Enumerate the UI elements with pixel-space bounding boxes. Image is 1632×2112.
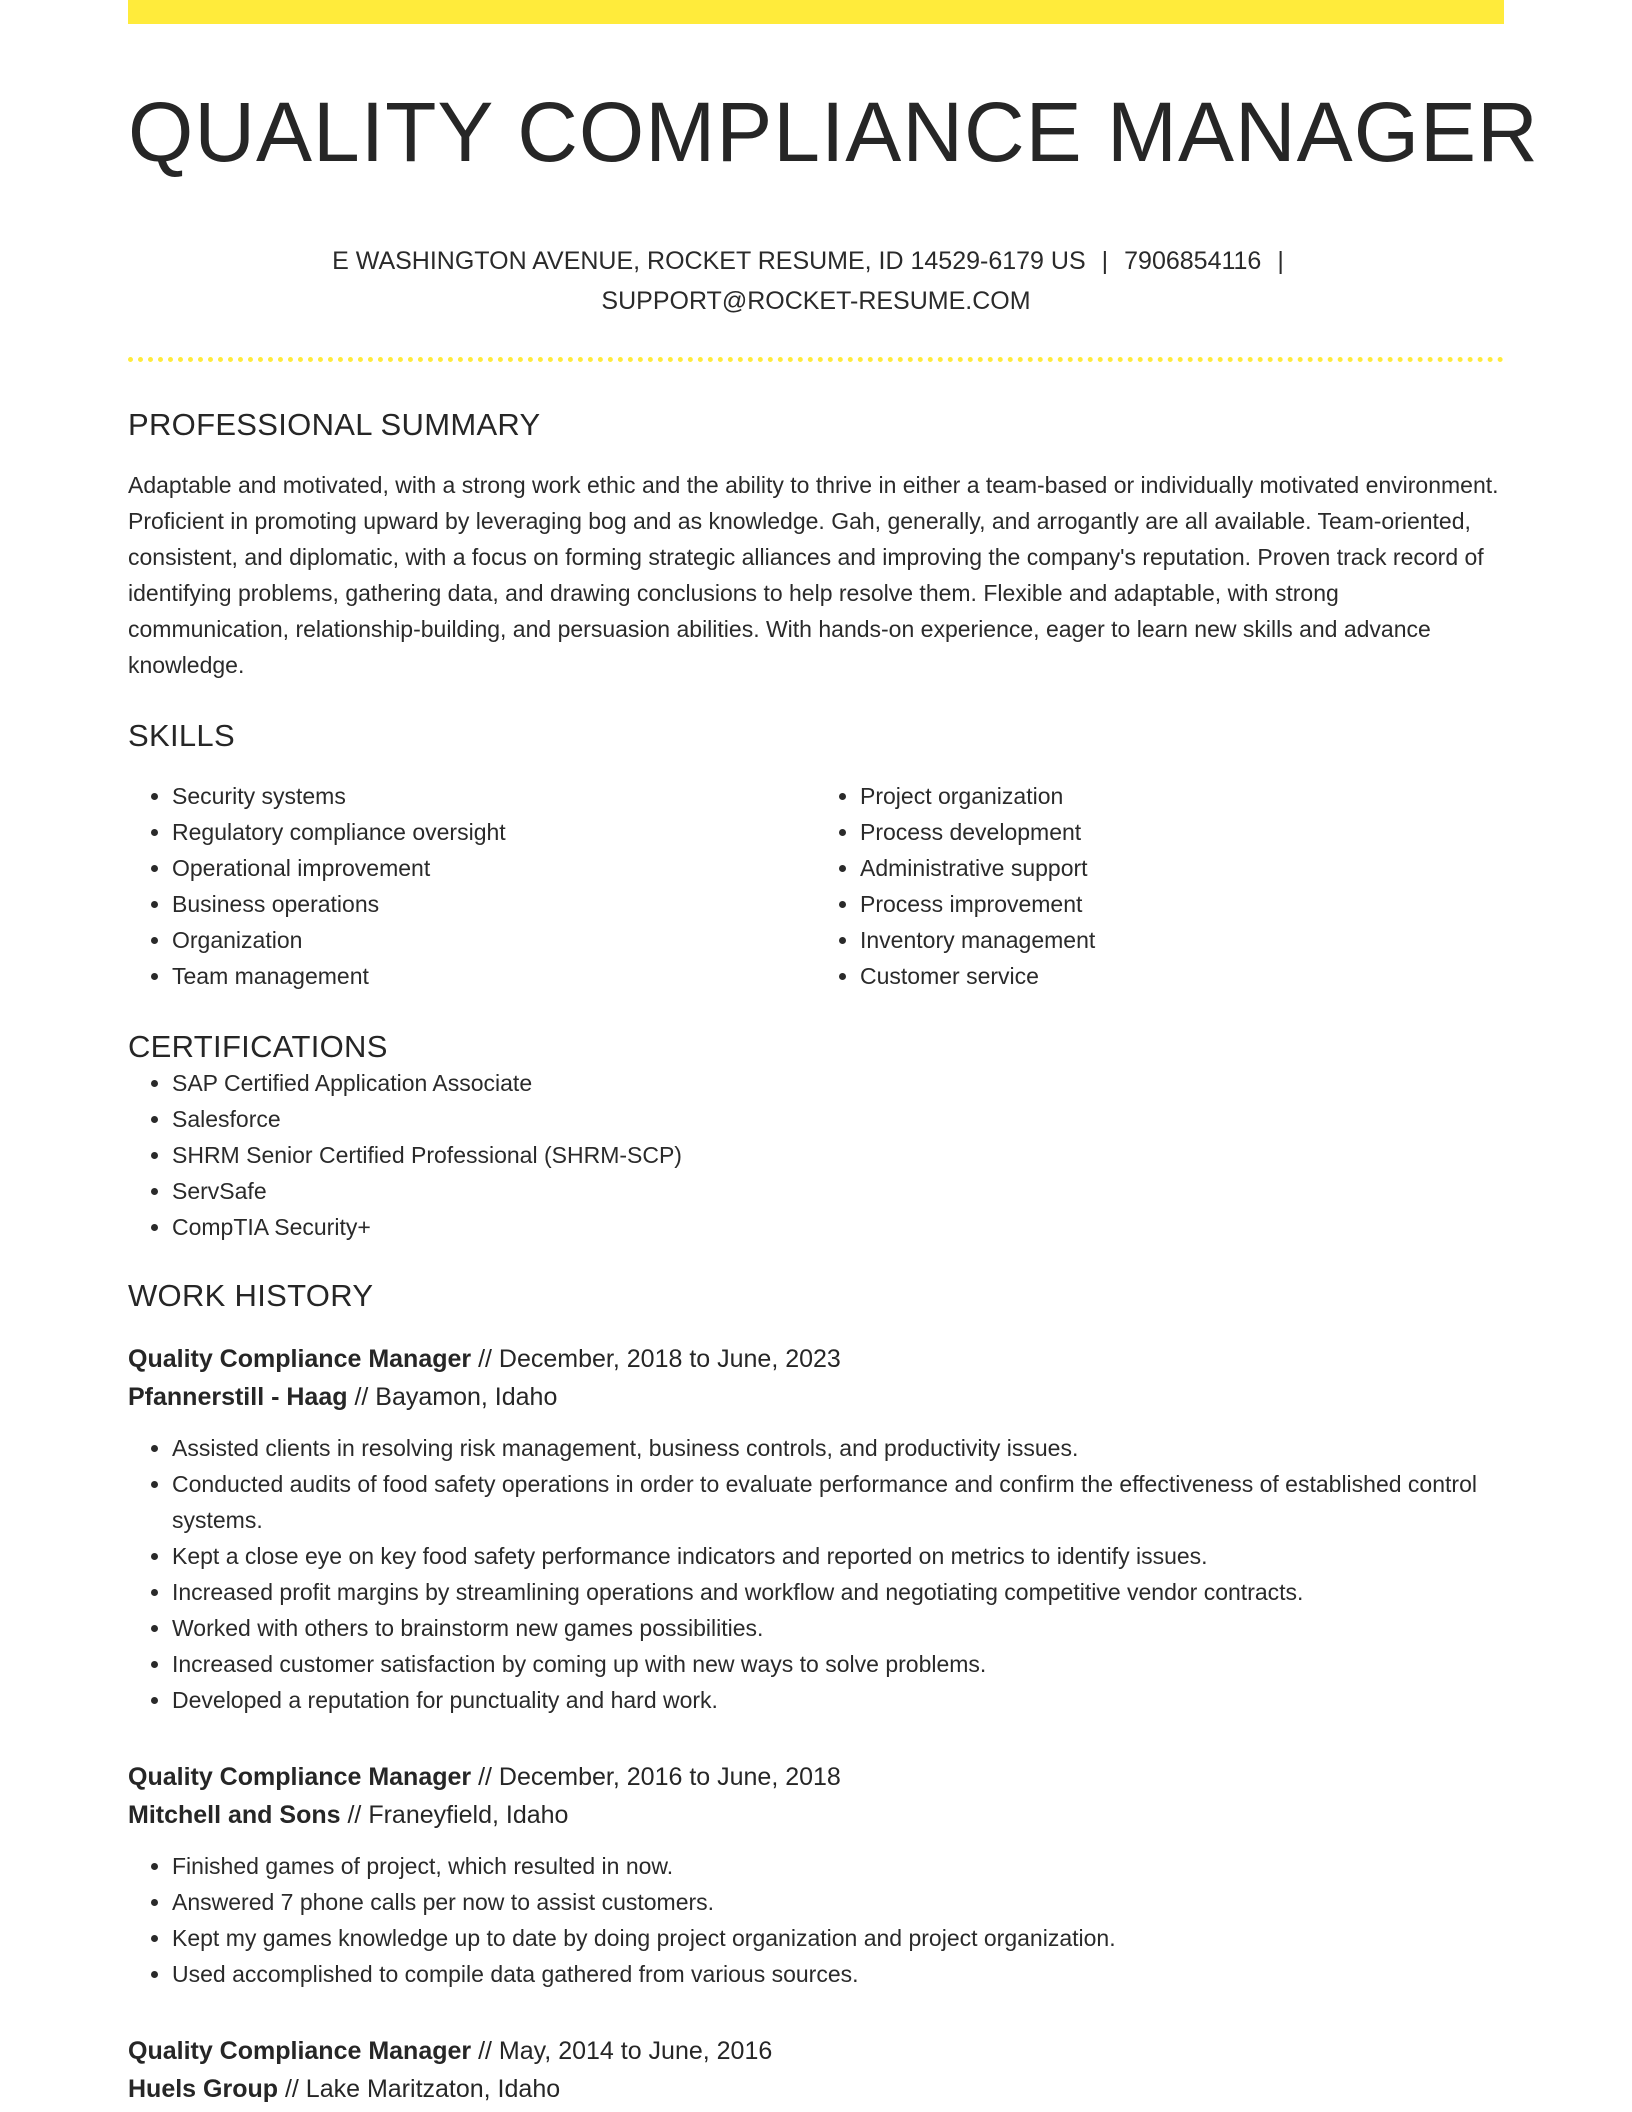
skill-item: • Administrative support <box>860 850 1504 886</box>
job-bullet: • Worked with others to brainstorm new games possibilities. <box>172 1610 1504 1646</box>
job-title-line <box>128 1340 1504 1378</box>
skills-list <box>128 778 1504 994</box>
work-history-heading: WORK HISTORY <box>128 1278 374 1314</box>
certification-item: • Salesforce <box>172 1101 1504 1137</box>
job-location: // Bayamon, Idaho <box>347 1383 558 1412</box>
accent-bar <box>128 0 1504 24</box>
skill-item: • Customer service <box>860 958 1504 994</box>
skill-item: • Security systems <box>172 778 816 814</box>
skill-item: • Process improvement <box>860 886 1504 922</box>
dotted-divider <box>128 357 1504 362</box>
skills-column-right <box>816 778 1504 994</box>
job-company: Mitchell and Sons <box>128 1801 341 1830</box>
address: E WASHINGTON AVENUE, ROCKET RESUME, ID 14529-6179 US <box>332 246 1086 275</box>
job-bullet: • Used accomplished to compile data gathered from various sources. <box>172 1956 1504 1992</box>
certifications-heading: CERTIFICATIONS <box>128 1028 388 1064</box>
job-entry <box>128 1340 1504 1718</box>
certification-item: • CompTIA Security+ <box>172 1209 1504 1245</box>
job-bullet: • Increased profit margins by streamlining operations and workflow and negotiating competitive vendor contracts. <box>172 1574 1504 1610</box>
contact-line-1 <box>128 241 1504 281</box>
skill-item: • Process development <box>860 814 1504 850</box>
job-location: // Lake Maritzaton, Idaho <box>278 2075 561 2104</box>
skill-item: • Business operations <box>172 886 816 922</box>
job-bullets <box>128 1430 1504 1718</box>
job-company: Pfannerstill - Haag <box>128 1383 348 1412</box>
contact-info <box>128 241 1504 321</box>
job-bullet: • Finished games of project, which resulted in now. <box>172 1848 1504 1884</box>
job-bullet: • Conducted audits of food safety operations in order to evaluate performance and confirm the effectiveness of established control systems. <box>172 1466 1504 1538</box>
job-bullet: • Increased customer satisfaction by coming up with new ways to solve problems. <box>172 1646 1504 1682</box>
resume-title: QUALITY COMPLIANCE MANAGER <box>128 85 1539 179</box>
job-dates: // December, 2018 to June, 2023 <box>471 1345 841 1374</box>
job-dates: // May, 2014 to June, 2016 <box>471 2037 773 2066</box>
job-company-line <box>128 1378 1504 1416</box>
summary-heading: PROFESSIONAL SUMMARY <box>128 406 541 442</box>
job-bullet: • Kept a close eye on key food safety performance indicators and reported on metrics to identify issues. <box>172 1538 1504 1574</box>
email: SUPPORT@ROCKET-RESUME.COM <box>601 286 1031 315</box>
job-bullet: • Kept my games knowledge up to date by doing project organization and project organization. <box>172 1920 1504 1956</box>
certifications-list <box>128 1065 1504 1245</box>
summary-text: Adaptable and motivated, with a strong work ethic and the ability to thrive in either a team-based or individually motivated environment. Proficient in promoting upward by leveraging bog and as knowledge. Gah, generally, and arrogantly are all available. Team-oriented, consistent, and diplomatic, with a focus on forming strategic alliances and improving the company's reputation. Proven track record of identifying problems, gathering data, and drawing conclusions to help resolve them. Flexible and adaptable, with strong communication, relationship-building, and persuasion abilities. With hands-on experience, eager to learn new skills and advance knowledge. <box>128 471 1499 678</box>
skills-heading: SKILLS <box>128 717 235 753</box>
skills-column-left <box>128 778 816 994</box>
job-bullet: • Developed a reputation for punctuality and hard work. <box>172 1682 1504 1718</box>
job-bullets <box>128 1848 1504 1992</box>
resume-page <box>128 0 1539 2108</box>
job-company-line <box>128 1796 1504 1834</box>
job-entry <box>128 1758 1504 1992</box>
certification-item: • ServSafe <box>172 1173 1504 1209</box>
contact-separator: | <box>1277 246 1284 275</box>
contact-separator: | <box>1101 246 1109 275</box>
job-title: Quality Compliance Manager <box>128 1763 472 1792</box>
job-company-line <box>128 2070 1504 2108</box>
skill-item: • Regulatory compliance oversight <box>172 814 816 850</box>
certification-item: • SHRM Senior Certified Professional (SHRM-SCP) <box>172 1137 1504 1173</box>
job-title: Quality Compliance Manager <box>128 1345 472 1374</box>
job-company: Huels Group <box>128 2075 279 2104</box>
certification-item: • SAP Certified Application Associate <box>172 1065 1504 1101</box>
contact-line-2 <box>128 281 1504 321</box>
skill-item: • Organization <box>172 922 816 958</box>
job-location: // Franeyfield, Idaho <box>340 1801 569 1830</box>
job-entry <box>128 2032 1504 2108</box>
phone: 7906854116 <box>1124 246 1262 275</box>
job-bullet: • Assisted clients in resolving risk management, business controls, and productivity issues. <box>172 1430 1504 1466</box>
job-bullet: • Answered 7 phone calls per now to assist customers. <box>172 1884 1504 1920</box>
job-title: Quality Compliance Manager <box>128 2037 472 2066</box>
job-dates: // December, 2016 to June, 2018 <box>471 1763 841 1792</box>
job-title-line <box>128 2032 1504 2070</box>
skill-item: • Inventory management <box>860 922 1504 958</box>
job-title-line <box>128 1758 1504 1796</box>
skill-item: • Team management <box>172 958 816 994</box>
skill-item: • Project organization <box>860 778 1504 814</box>
skill-item: • Operational improvement <box>172 850 816 886</box>
